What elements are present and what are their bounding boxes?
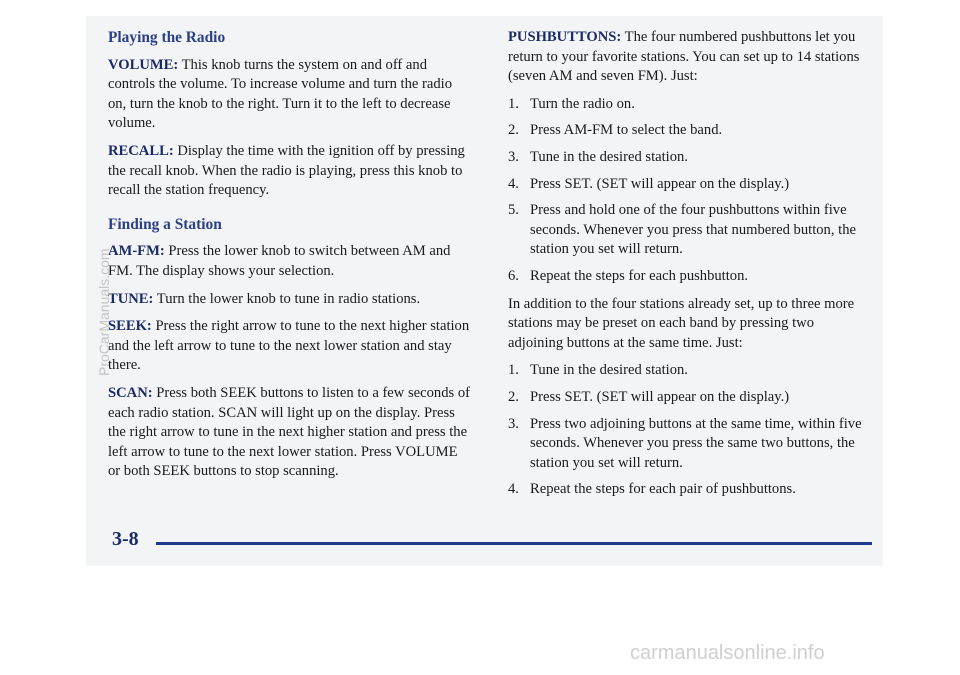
text-amfm: Press the lower knob to switch between AM and FM. The display shows your selection. (108, 243, 451, 279)
text-volume: This knob turns the system on and off and controls the volume. To increase volume and turn the radio on, turn the knob to the right. Turn it to the left to decrease volume. (108, 56, 453, 132)
steps-list-adjoining (508, 361, 870, 500)
paragraph-scan (108, 384, 470, 482)
list-item: 1. Tune in the desired station. (508, 362, 688, 379)
list-item: 2. Press SET. (SET will appear on the display.) (508, 388, 790, 405)
section-heading-finding-station: Finding a Station (108, 215, 222, 233)
paragraph-amfm (108, 242, 470, 281)
paragraph-volume (108, 56, 470, 134)
text-tune: Turn the lower knob to tune in radio stations. (153, 290, 421, 307)
term-volume: VOLUME: (108, 56, 179, 73)
list-item: 1. Turn the radio on. (508, 95, 635, 112)
steps-list-pushbuttons (508, 95, 870, 287)
left-column (108, 28, 470, 490)
footer-rule (156, 542, 872, 545)
manual-page (86, 16, 883, 566)
side-watermark: ProCarManuals.com (96, 248, 112, 376)
page-number: 3-8 (112, 528, 139, 550)
paragraph-pushbuttons (508, 28, 870, 87)
list-item: 5. Press and hold one of the four pushbuttons within five seconds. Whenever you press that numbered button, the station you set will return. (508, 202, 856, 258)
paragraph-tune (108, 290, 470, 310)
list-item: 3. Press two adjoining buttons at the same time, within five seconds. Whenever you press the same two buttons, the station you set will return. (508, 415, 862, 471)
right-column (508, 28, 870, 508)
paragraph-addition: In addition to the four stations already set, up to three more stations may be preset on each band by pressing two adjoining buttons at the same time. Just: (508, 295, 855, 351)
term-scan: SCAN: (108, 384, 153, 401)
term-tune: TUNE: (108, 290, 154, 307)
term-pushbuttons: PUSHBUTTONS: (508, 29, 622, 45)
text-seek: Press the right arrow to tune to the next higher station and the left arrow to tune to the next lower station and stay there. (108, 318, 470, 374)
list-item: 6. Repeat the steps for each pushbutton. (508, 267, 749, 284)
list-item: 3. Tune in the desired station. (508, 148, 688, 165)
text-scan: Press both SEEK buttons to listen to a few seconds of each radio station. SCAN will light up on the display. Press the right arrow to tune in the next higher station and press the left arrow to tune to the next lower station. Press VOLUME or both SEEK buttons to stop scanning. (108, 384, 470, 480)
list-item: 4. Press SET. (SET will appear on the display.) (508, 175, 790, 192)
paragraph-seek (108, 317, 470, 376)
term-amfm: AM-FM: (108, 243, 165, 260)
list-item: 4. Repeat the steps for each pair of pushbuttons. (508, 481, 796, 498)
text-pushbuttons: The four numbered pushbuttons let you return to your favorite stations. You can set up to 14 stations (seven AM and seven FM). Just: (508, 29, 860, 85)
term-seek: SEEK: (108, 318, 152, 335)
paragraph-recall (108, 142, 470, 201)
footer-watermark: carmanualsonline.info (630, 642, 825, 664)
list-item: 2. Press AM-FM to select the band. (508, 122, 723, 139)
section-heading-playing-radio: Playing the Radio (108, 29, 226, 46)
text-recall: Display the time with the ignition off by pressing the recall knob. When the radio is playing, press this knob to recall the station frequency. (108, 142, 465, 199)
term-recall: RECALL: (108, 142, 174, 159)
